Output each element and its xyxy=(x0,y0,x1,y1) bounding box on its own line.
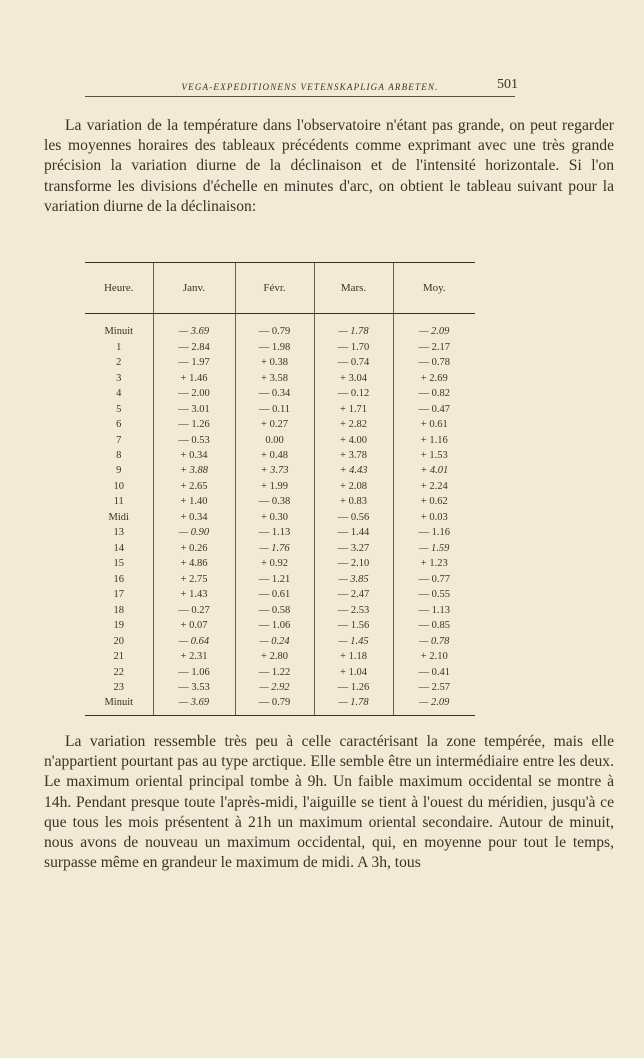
column-header: Févr. xyxy=(235,263,314,314)
hour-cell: 2 xyxy=(116,357,122,369)
value-cell: — 3.85 xyxy=(314,572,393,587)
value-cell: + 4.43 xyxy=(314,463,393,478)
page-number: 501 xyxy=(497,77,518,92)
value-cell: + 0.34 xyxy=(153,448,235,463)
table-row xyxy=(85,649,475,664)
value-cell: — 0.38 xyxy=(235,494,314,509)
value-cell: + 0.62 xyxy=(393,494,475,509)
table-row xyxy=(85,618,475,633)
table-row xyxy=(85,494,475,509)
value-cell: — 2.92 xyxy=(235,680,314,695)
value-cell: — 0.74 xyxy=(314,355,393,370)
value-cell: + 0.38 xyxy=(235,355,314,370)
hour-cell: 6 xyxy=(116,419,122,431)
value-cell: — 1.06 xyxy=(235,618,314,633)
value-cell: — 3.69 xyxy=(153,314,235,340)
value-cell: — 0.24 xyxy=(235,633,314,648)
value-cell: — 1.59 xyxy=(393,541,475,556)
hour-cell: 17 xyxy=(113,589,124,601)
value-cell: — 0.90 xyxy=(153,525,235,540)
value-cell: — 1.21 xyxy=(235,572,314,587)
value-cell: — 0.11 xyxy=(235,401,314,416)
value-cell: + 1.23 xyxy=(393,556,475,571)
value-cell: — 0.79 xyxy=(235,695,314,715)
value-cell: — 1.16 xyxy=(393,525,475,540)
value-cell: + 2.75 xyxy=(153,572,235,587)
value-cell: — 1.45 xyxy=(314,633,393,648)
value-cell: — 0.56 xyxy=(314,510,393,525)
table-row xyxy=(85,339,475,354)
value-cell: + 1.18 xyxy=(314,649,393,664)
value-cell: — 0.58 xyxy=(235,602,314,617)
table-row xyxy=(85,479,475,494)
value-cell: — 0.79 xyxy=(235,314,314,340)
hour-cell: 13 xyxy=(113,527,124,539)
hour-cell: 5 xyxy=(116,403,122,415)
hour-cell: 1 xyxy=(116,341,122,353)
value-cell: + 1.46 xyxy=(153,370,235,385)
column-header: Moy. xyxy=(393,263,475,314)
value-cell: — 0.27 xyxy=(153,602,235,617)
value-cell: — 0.64 xyxy=(153,633,235,648)
table-row xyxy=(85,633,475,648)
value-cell: — 0.61 xyxy=(235,587,314,602)
table-row xyxy=(85,525,475,540)
value-cell: + 4.86 xyxy=(153,556,235,571)
value-cell: + 2.08 xyxy=(314,479,393,494)
value-cell: — 0.55 xyxy=(393,587,475,602)
value-cell: — 2.47 xyxy=(314,587,393,602)
value-cell: — 2.84 xyxy=(153,339,235,354)
hour-cell: Minuit xyxy=(85,695,153,715)
hour-cell: 18 xyxy=(113,604,124,616)
value-cell: — 1.97 xyxy=(153,355,235,370)
table-body xyxy=(85,314,475,716)
column-header: Heure. xyxy=(85,263,153,314)
value-cell: + 4.01 xyxy=(393,463,475,478)
column-header: Mars. xyxy=(314,263,393,314)
value-cell: + 2.65 xyxy=(153,479,235,494)
value-cell: + 1.43 xyxy=(153,587,235,602)
hour-cell: 15 xyxy=(113,558,124,570)
value-cell: — 2.17 xyxy=(393,339,475,354)
value-cell: — 0.82 xyxy=(393,386,475,401)
value-cell: + 0.34 xyxy=(153,510,235,525)
value-cell: — 1.78 xyxy=(314,314,393,340)
value-cell: + 1.16 xyxy=(393,432,475,447)
table-row xyxy=(85,386,475,401)
value-cell: 0.00 xyxy=(235,432,314,447)
column-header: Janv. xyxy=(153,263,235,314)
value-cell: — 0.78 xyxy=(393,633,475,648)
value-cell: + 3.78 xyxy=(314,448,393,463)
value-cell: — 2.57 xyxy=(393,680,475,695)
value-cell: + 0.03 xyxy=(393,510,475,525)
hour-cell: Midi xyxy=(108,511,129,523)
value-cell: — 1.26 xyxy=(153,417,235,432)
value-cell: — 2.09 xyxy=(393,695,475,715)
hour-cell: 4 xyxy=(116,388,122,400)
table-row xyxy=(85,314,475,340)
value-cell: — 1.98 xyxy=(235,339,314,354)
table-header-row xyxy=(85,263,475,314)
value-cell: + 2.10 xyxy=(393,649,475,664)
value-cell: — 0.77 xyxy=(393,572,475,587)
value-cell: + 0.92 xyxy=(235,556,314,571)
table-header xyxy=(85,263,475,314)
value-cell: — 1.76 xyxy=(235,541,314,556)
running-head: VEGA-EXPEDITIONENS VETENSKAPLIGA ARBETEN. xyxy=(181,82,439,92)
value-cell: + 3.04 xyxy=(314,370,393,385)
hour-cell: 14 xyxy=(113,542,124,554)
table-row xyxy=(85,556,475,571)
table-row xyxy=(85,417,475,432)
hour-cell: 7 xyxy=(116,434,122,446)
value-cell: + 2.24 xyxy=(393,479,475,494)
value-cell: + 1.04 xyxy=(314,664,393,679)
value-cell: — 0.12 xyxy=(314,386,393,401)
hour-cell: 23 xyxy=(113,682,124,694)
value-cell: + 0.07 xyxy=(153,618,235,633)
hour-cell: 11 xyxy=(113,496,124,508)
table-row xyxy=(85,695,475,715)
value-cell: + 0.26 xyxy=(153,541,235,556)
value-cell: + 0.27 xyxy=(235,417,314,432)
value-cell: — 0.34 xyxy=(235,386,314,401)
value-cell: + 3.88 xyxy=(153,463,235,478)
hour-cell: Minuit xyxy=(104,326,134,338)
value-cell: — 1.56 xyxy=(314,618,393,633)
table-row xyxy=(85,401,475,416)
table-row xyxy=(85,572,475,587)
value-cell: — 1.13 xyxy=(393,602,475,617)
value-cell: — 1.22 xyxy=(235,664,314,679)
intro-paragraph: La variation de la température dans l'observatoire n'étant pas grande, on peut regarder les moyennes horaires des tableaux précédents comme exprimant avec une très grande précision la variation diurne de la déclinaison et de l'intensité horizontale. Si l'on transforme les divisions d'échelle en minutes d'arc, on obtient le tableau suivant pour la variation diurne de la déclinaison: xyxy=(44,117,614,215)
table-row xyxy=(85,432,475,447)
table-row xyxy=(85,448,475,463)
hour-cell: 21 xyxy=(113,651,124,663)
value-cell: — 0.85 xyxy=(393,618,475,633)
table-row xyxy=(85,355,475,370)
value-cell: — 3.01 xyxy=(153,401,235,416)
value-cell: — 2.00 xyxy=(153,386,235,401)
hour-cell: 22 xyxy=(113,666,124,678)
hour-cell: 20 xyxy=(113,635,124,647)
value-cell: — 1.44 xyxy=(314,525,393,540)
value-cell: + 0.48 xyxy=(235,448,314,463)
table-row xyxy=(85,510,475,525)
hour-cell: 16 xyxy=(113,573,124,585)
value-cell: + 0.83 xyxy=(314,494,393,509)
table-row xyxy=(85,680,475,695)
value-cell: — 1.70 xyxy=(314,339,393,354)
value-cell: + 4.00 xyxy=(314,432,393,447)
value-cell: + 2.31 xyxy=(153,649,235,664)
value-cell: — 0.41 xyxy=(393,664,475,679)
table-row xyxy=(85,541,475,556)
hour-cell: 8 xyxy=(116,449,122,461)
value-cell: — 1.06 xyxy=(153,664,235,679)
value-cell: + 3.73 xyxy=(235,463,314,478)
value-cell: + 1.40 xyxy=(153,494,235,509)
value-cell: + 0.30 xyxy=(235,510,314,525)
hour-cell: 19 xyxy=(113,620,124,632)
value-cell: — 0.53 xyxy=(153,432,235,447)
value-cell: + 1.71 xyxy=(314,401,393,416)
value-cell: — 1.78 xyxy=(314,695,393,715)
value-cell: + 2.80 xyxy=(235,649,314,664)
value-cell: + 1.99 xyxy=(235,479,314,494)
table-row xyxy=(85,370,475,385)
value-cell: + 2.69 xyxy=(393,370,475,385)
value-cell: + 3.58 xyxy=(235,370,314,385)
value-cell: — 0.47 xyxy=(393,401,475,416)
value-cell: — 3.53 xyxy=(153,680,235,695)
value-cell: — 2.10 xyxy=(314,556,393,571)
value-cell: + 1.53 xyxy=(393,448,475,463)
value-cell: — 2.09 xyxy=(393,314,475,340)
table-row xyxy=(85,463,475,478)
value-cell: — 3.69 xyxy=(153,695,235,715)
table-row xyxy=(85,602,475,617)
value-cell: + 2.82 xyxy=(314,417,393,432)
value-cell: — 1.26 xyxy=(314,680,393,695)
table-row xyxy=(85,664,475,679)
value-cell: + 0.61 xyxy=(393,417,475,432)
hour-cell: 10 xyxy=(113,480,124,492)
value-cell: — 3.27 xyxy=(314,541,393,556)
closing-paragraph: La variation ressemble très peu à celle caractérisant la zone tempérée, mais elle n'appartient pourtant pas au type arctique. Elle semble être un intermédiaire entre les deux. Le maximum oriental principal tombe à 9h. Un faible maximum occidental se montre à 14h. Pendant presque toute l'après-midi, l'aiguille se tient à l'ouest du méridien, jusqu'à ce que tous les mois présentent à 21h un maximum oriental secondaire. Autour de minuit, nous avons de nouveau un maximum occidental, qui, en moyenne pour tout le temps, surpasse même en grandeur le maximum de midi. A 3h, tous xyxy=(44,733,614,872)
hour-cell: 3 xyxy=(116,372,122,384)
hour-cell: 9 xyxy=(116,465,122,477)
value-cell: — 0.78 xyxy=(393,355,475,370)
table-row xyxy=(85,587,475,602)
declination-table xyxy=(85,262,475,716)
value-cell: — 2.53 xyxy=(314,602,393,617)
value-cell: — 1.13 xyxy=(235,525,314,540)
header-rule xyxy=(85,96,515,97)
